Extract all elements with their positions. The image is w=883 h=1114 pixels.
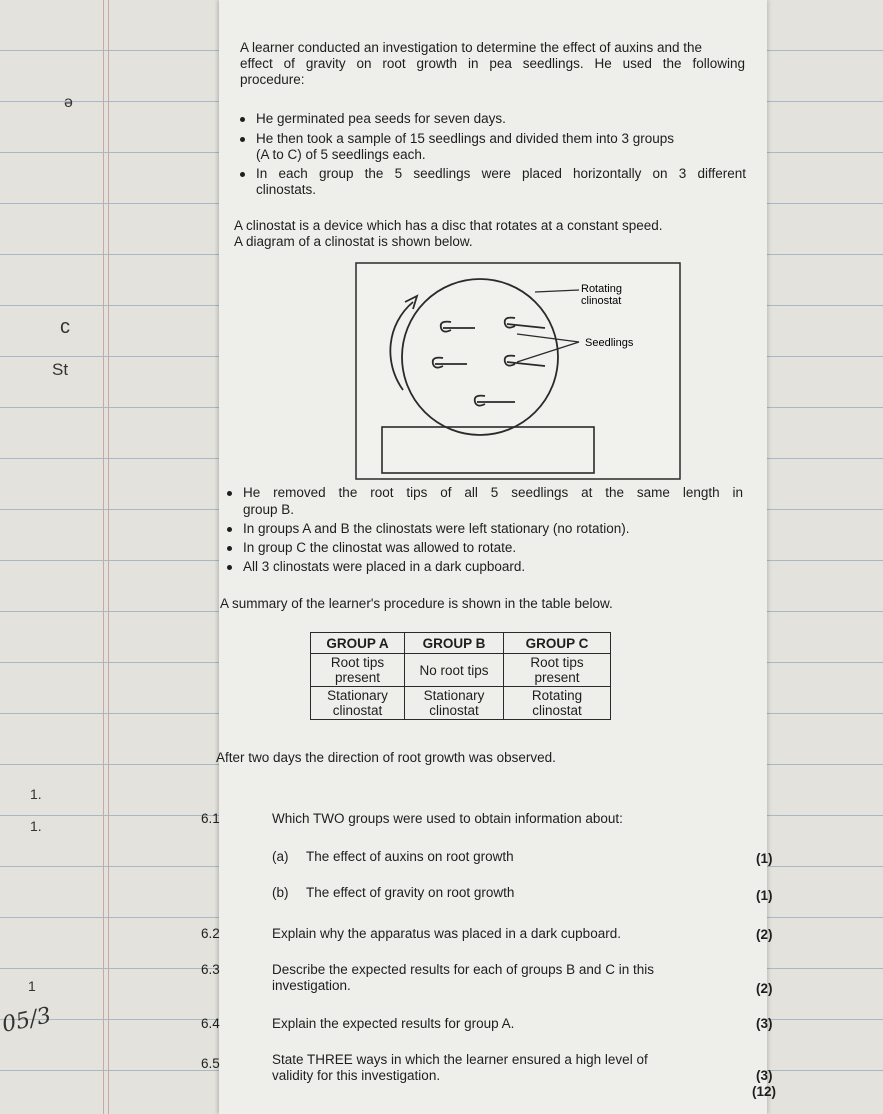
side-note-1: 1 xyxy=(28,978,36,994)
bullet-item: In group C the clinostat was allowed to rotate. xyxy=(243,540,517,555)
label-clinostat: clinostat xyxy=(581,295,622,307)
bullet-item: In groups A and B the clinostats were left stationary (no rotation). xyxy=(243,521,630,536)
summary-intro: A summary of the learner's procedure is shown in the table below. xyxy=(220,596,613,611)
mark-allocation: (3) xyxy=(756,1016,773,1031)
question-number: 6.5 xyxy=(201,1056,220,1071)
mark-allocation: (2) xyxy=(756,927,773,942)
table-header-row xyxy=(311,633,611,654)
mark-allocation: (2) xyxy=(756,981,773,996)
subquestion-text: The effect of auxins on root growth xyxy=(306,849,514,864)
table-header: GROUP C xyxy=(504,633,611,654)
notebook-margin-line xyxy=(103,0,104,1114)
notebook-margin-line xyxy=(108,0,109,1114)
question-text: Explain why the apparatus was placed in a dark cupboard. xyxy=(272,926,621,941)
clinostat-diagram-intro: A diagram of a clinostat is shown below. xyxy=(234,234,473,249)
side-note-1: 1. xyxy=(30,786,42,802)
question-text: Which TWO groups were used to obtain information about: xyxy=(272,811,623,826)
table-cell: Rotating clinostat xyxy=(504,687,611,720)
question-text: State THREE ways in which the learner ensured a high level of xyxy=(272,1052,648,1067)
table-header: GROUP A xyxy=(311,633,405,654)
subquestion-label: (b) xyxy=(272,885,289,900)
table-cell: No root tips xyxy=(405,654,504,687)
bullet-item: In each group the 5 seedlings were placed horizontally on 3 different xyxy=(256,166,746,181)
bullet-item-cont: clinostats. xyxy=(256,182,317,197)
intro-line: A learner conducted an investigation to determine the effect of auxins and the xyxy=(240,40,703,55)
table-cell: Stationary clinostat xyxy=(405,687,504,720)
clinostat-diagram xyxy=(355,262,681,480)
intro-line: effect of gravity on root growth in pea seedlings. He used the following xyxy=(240,56,745,71)
bullet-item: He germinated pea seeds for seven days. xyxy=(256,111,506,126)
subquestion-label: (a) xyxy=(272,849,289,864)
question-text-cont: investigation. xyxy=(272,978,351,993)
label-rotating: Rotating xyxy=(581,283,622,295)
table-cell: Root tips present xyxy=(311,654,405,687)
side-note-1: 1. xyxy=(30,818,42,834)
side-note-st: St xyxy=(52,360,69,379)
table-header: GROUP B xyxy=(405,633,504,654)
bullet-item-cont: group B. xyxy=(243,502,295,517)
total-mark: (12) xyxy=(752,1084,777,1099)
question-text-cont: validity for this investigation. xyxy=(272,1068,441,1083)
bullet-item-cont: (A to C) of 5 seedlings each. xyxy=(256,147,426,162)
clinostat-definition: A clinostat is a device which has a disc that rotates at a constant speed. xyxy=(234,218,663,233)
table-cell: Stationary clinostat xyxy=(311,687,405,720)
table-row xyxy=(311,654,611,687)
question-number: 6.3 xyxy=(201,962,220,977)
after-text: After two days the direction of root growth was observed. xyxy=(216,750,556,765)
bullet-item: He removed the root tips of all 5 seedlings at the same length in xyxy=(243,485,743,500)
subquestion-text: The effect of gravity on root growth xyxy=(306,885,515,900)
question-text: Explain the expected results for group A. xyxy=(272,1016,515,1031)
procedure-summary-table xyxy=(310,632,611,720)
diagram-frame xyxy=(356,263,680,479)
mark-allocation: (3) xyxy=(756,1068,773,1083)
scribble-mark: ə xyxy=(64,94,73,111)
bullet-item: All 3 clinostats were placed in a dark cupboard. xyxy=(243,559,526,574)
question-number: 6.1 xyxy=(201,811,220,826)
scribble-mark: c xyxy=(60,316,70,338)
table-cell: Root tips present xyxy=(504,654,611,687)
bullet-item: He then took a sample of 15 seedlings and divided them into 3 groups xyxy=(256,131,675,146)
intro-line: procedure: xyxy=(240,72,305,87)
side-note-date: 05/3 xyxy=(0,1003,54,1038)
label-seedlings: Seedlings xyxy=(585,337,634,349)
question-text: Describe the expected results for each of groups B and C in this xyxy=(272,962,654,977)
question-number: 6.4 xyxy=(201,1016,220,1031)
mark-allocation: (1) xyxy=(756,851,773,866)
question-number: 6.2 xyxy=(201,926,220,941)
table-row xyxy=(311,687,611,720)
mark-allocation: (1) xyxy=(756,888,773,903)
